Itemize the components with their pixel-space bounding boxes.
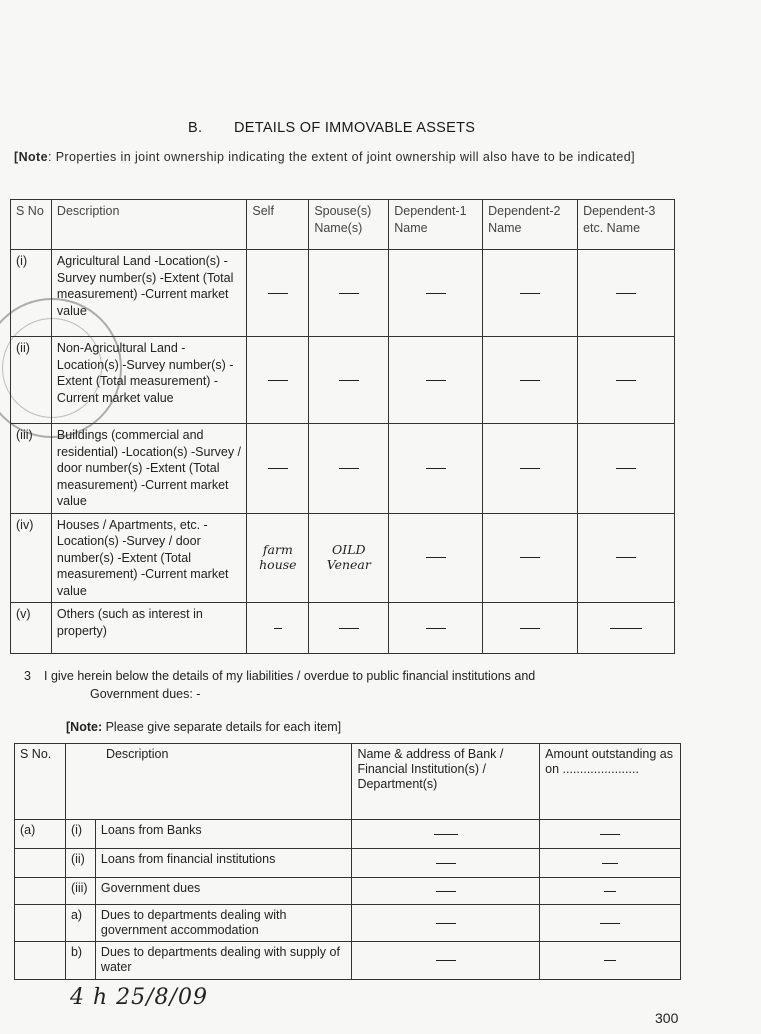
note-label: [Note: (66, 720, 103, 734)
handwritten-self-entry: farm house (259, 542, 297, 572)
header-sno: S No. (15, 744, 66, 820)
handwritten-dash (426, 557, 446, 558)
self-cell (247, 603, 309, 654)
table-row (11, 250, 675, 337)
self-cell (247, 424, 309, 514)
dependent-1-cell (389, 603, 483, 654)
separate-details-note (66, 720, 341, 734)
table-row (11, 513, 675, 603)
declaration-line-1: I give herein below the details of my liabilities / overdue to public financial institutions and (44, 669, 536, 683)
handwritten-dash (436, 863, 456, 864)
spouse-cell (309, 250, 389, 337)
section-heading: DETAILS OF IMMOVABLE ASSETS (234, 120, 476, 136)
row-description: Loans from Banks (95, 820, 352, 849)
handwritten-dash (436, 891, 456, 892)
handwritten-dash (426, 293, 446, 294)
row-sno (15, 905, 66, 942)
handwritten-dash (610, 628, 642, 629)
dependent-3-cell (578, 603, 675, 654)
row-description: Government dues (95, 878, 352, 905)
handwritten-dash (616, 380, 636, 381)
row-sno: (iii) (11, 424, 52, 514)
row-description: Dues to departments dealing with government accommodation (95, 905, 352, 942)
header-spouse: Spouse(s) Name(s) (309, 200, 389, 250)
header-dependent-2: Dependent-2 Name (483, 200, 578, 250)
row-sno (15, 849, 66, 878)
item-number: 3 (24, 669, 31, 683)
handwritten-dash (600, 834, 620, 835)
page-number: 300 (655, 1010, 679, 1026)
dependent-3-cell (578, 424, 675, 514)
dependent-1-cell (389, 513, 483, 603)
immovable-assets-table (10, 199, 675, 654)
self-cell (247, 250, 309, 337)
dependent-3-cell (578, 513, 675, 603)
handwritten-dash (616, 293, 636, 294)
row-description: Buildings (commercial and residential) -Location(s) -Survey / door number(s) -Extent (Total measurement) -Current market value (51, 424, 246, 514)
amount-cell (540, 820, 681, 849)
header-dependent-3: Dependent-3 etc. Name (578, 200, 675, 250)
handwritten-dash (520, 468, 540, 469)
row-sno: (ii) (11, 337, 52, 424)
table-row (11, 424, 675, 514)
row-sub-index: a) (65, 905, 95, 942)
row-sno: (v) (11, 603, 52, 654)
dependent-1-cell (389, 337, 483, 424)
row-sno: (i) (11, 250, 52, 337)
header-description: Description (65, 744, 352, 820)
row-description: Others (such as interest in property) (51, 603, 246, 654)
handwritten-dash (602, 863, 618, 864)
note-label: [Note (14, 150, 48, 164)
handwritten-dash (520, 557, 540, 558)
row-sub-index: (ii) (65, 849, 95, 878)
handwritten-dash (339, 293, 359, 294)
table-row (15, 820, 681, 849)
section-letter: B. (188, 120, 203, 136)
row-sno (15, 878, 66, 905)
header-self: Self (247, 200, 309, 250)
bank-cell (352, 942, 540, 980)
handwritten-dash (339, 468, 359, 469)
handwritten-dash (426, 628, 446, 629)
section-title (188, 120, 475, 136)
handwritten-dash (604, 891, 616, 892)
spouse-cell (309, 424, 389, 514)
table-header-row (11, 200, 675, 250)
row-description: Dues to departments dealing with supply of water (95, 942, 352, 980)
liabilities-table (14, 743, 681, 980)
table-header-row (15, 744, 681, 820)
dependent-1-cell (389, 250, 483, 337)
row-sno (15, 942, 66, 980)
handwritten-dash (616, 557, 636, 558)
header-dependent-1: Dependent-1 Name (389, 200, 483, 250)
table-row (15, 878, 681, 905)
handwritten-dash (339, 380, 359, 381)
header-bank-name: Name & address of Bank / Financial Institution(s) / Department(s) (352, 744, 540, 820)
bank-cell (352, 849, 540, 878)
table-row (15, 942, 681, 980)
spouse-cell (309, 337, 389, 424)
amount-cell (540, 905, 681, 942)
dependent-2-cell (483, 250, 578, 337)
row-sub-index: b) (65, 942, 95, 980)
bank-cell (352, 820, 540, 849)
dependent-3-cell (578, 337, 675, 424)
dependent-2-cell (483, 337, 578, 424)
note-text: Please give separate details for each item] (102, 720, 342, 734)
handwritten-dash (426, 468, 446, 469)
bank-cell (352, 905, 540, 942)
note-text: : Properties in joint ownership indicating the extent of joint ownership will also have to be indicated] (47, 150, 636, 164)
table-row (11, 603, 675, 654)
handwritten-dash (274, 628, 282, 629)
handwritten-dash (434, 834, 458, 835)
handwritten-dash (600, 923, 620, 924)
header-description: Description (51, 200, 246, 250)
row-description: Agricultural Land -Location(s) -Survey number(s) -Extent (Total measurement) -Current market value (51, 250, 246, 337)
handwritten-dash (616, 468, 636, 469)
row-description: Loans from financial institutions (95, 849, 352, 878)
amount-cell (540, 942, 681, 980)
handwritten-dash (268, 293, 288, 294)
handwritten-dash (604, 960, 616, 961)
amount-cell (540, 849, 681, 878)
row-sub-index: (i) (65, 820, 95, 849)
handwritten-dash (520, 293, 540, 294)
row-description: Non-Agricultural Land -Location(s) -Survey number(s) -Extent (Total measurement) -Current market value (51, 337, 246, 424)
dependent-2-cell (483, 424, 578, 514)
joint-ownership-note (14, 146, 674, 168)
amount-cell (540, 878, 681, 905)
header-sno: S No (11, 200, 52, 250)
row-description: Houses / Apartments, etc. -Location(s) -Survey / door number(s) -Extent (Total measurement) -Current market value (51, 513, 246, 603)
handwritten-dash (268, 468, 288, 469)
handwritten-dash (436, 923, 456, 924)
handwritten-dash (339, 628, 359, 629)
handwritten-dash (436, 960, 456, 961)
dependent-3-cell (578, 250, 675, 337)
dependent-2-cell (483, 603, 578, 654)
dependent-1-cell (389, 424, 483, 514)
spouse-cell (309, 513, 389, 603)
row-sno: (iv) (11, 513, 52, 603)
declaration-line-2: Government dues: - (90, 687, 201, 701)
handwritten-dash (268, 380, 288, 381)
self-cell (247, 337, 309, 424)
dependent-2-cell (483, 513, 578, 603)
handwritten-dash (426, 380, 446, 381)
row-sno: (a) (15, 820, 66, 849)
handwritten-spouse-entry: OILD Venear (326, 542, 371, 572)
table-row (11, 337, 675, 424)
header-amount-outstanding: Amount outstanding as on ...................... (540, 744, 681, 820)
handwritten-dash (520, 380, 540, 381)
self-cell (247, 513, 309, 603)
spouse-cell (309, 603, 389, 654)
bank-cell (352, 878, 540, 905)
table-row (15, 905, 681, 942)
handwritten-signature-date: 4 h 25/8/09 (70, 985, 208, 1010)
table-row (15, 849, 681, 878)
handwritten-dash (520, 628, 540, 629)
row-sub-index: (iii) (65, 878, 95, 905)
